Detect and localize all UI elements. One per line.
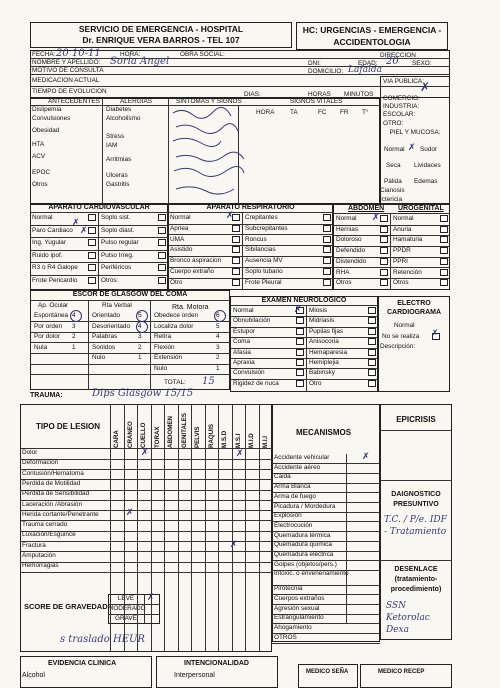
uro-checkbox[interactable]: [440, 269, 448, 276]
domicilio-value: Lafalda: [348, 65, 383, 75]
lesion-row: Laceración /Abrasión: [22, 500, 83, 508]
cardio-item: Ing. Yugular: [32, 239, 66, 246]
row-line: [30, 262, 168, 263]
resp-checkbox[interactable]: [323, 225, 331, 232]
glasgow-motora: Obedece orden: [154, 312, 199, 319]
glasgow-motora: Localiza dolor: [154, 322, 194, 330]
resp-checkbox[interactable]: [323, 246, 331, 253]
row-line: [30, 237, 168, 238]
col-line: [218, 404, 219, 652]
direccion-label: DIRECCION: [380, 52, 416, 59]
cardio-item: Normal: [32, 214, 53, 221]
row-line: [30, 275, 168, 276]
col-line: [164, 404, 165, 652]
neuro-checkbox[interactable]: [368, 380, 376, 387]
resp-checkbox[interactable]: [323, 214, 331, 221]
glasgow-verbal: Palabras: [92, 333, 118, 341]
edad-value: 20: [386, 56, 399, 67]
symptoms-handwriting: [168, 105, 308, 204]
resp-item: Bronco aspiracion: [170, 257, 222, 265]
col-line: [346, 454, 347, 624]
resp-checkbox[interactable]: [323, 279, 331, 286]
abdomen-item: Normal: [336, 215, 357, 222]
cardio-checkbox[interactable]: [158, 264, 166, 271]
abdomen-checkbox[interactable]: [380, 258, 388, 265]
hc-title-1: HC: URGENCIAS - EMERGENCIA -: [302, 25, 442, 35]
abdomen-item: Hernias: [336, 225, 359, 233]
motivo-label: MOTIVO DE CONSULTA: [32, 67, 104, 74]
abdomen-item: Otros: [336, 279, 352, 287]
obra-social-label: OBRA SOCIAL:: [180, 51, 225, 58]
glasgow-ocular: Por dolor: [34, 333, 60, 341]
header-title-1: SERVICIO DE EMERGENCIA - HOSPITAL: [78, 24, 244, 34]
neuro-item: Convulsión: [233, 369, 265, 377]
col-line: [178, 404, 179, 652]
mecanismo-item: Arma Blanca: [274, 483, 311, 491]
neuro-checkbox[interactable]: [368, 369, 376, 376]
neuro-item: Pupilas fijas: [309, 327, 344, 335]
neuro-checkbox[interactable]: [368, 359, 376, 366]
resp-checkbox[interactable]: [232, 246, 240, 253]
lesion-row: Fractura: [22, 541, 46, 549]
glasgow-verbal-score: 2: [138, 343, 142, 351]
nombre-label: NOMBRE Y APELLIDO:: [32, 59, 101, 66]
cardio-item: Pulso Irreg.: [101, 251, 134, 259]
lesion-row: Contusión/Hematoma: [22, 469, 84, 477]
row-line: [30, 225, 168, 226]
medicacion-label: MEDICACION ACTUAL: [32, 77, 100, 84]
uro-item: Anuria: [393, 225, 412, 233]
glasgow-ocular-score: 4: [72, 312, 76, 319]
cardio-item: Periféricos: [101, 264, 132, 271]
cardio-item: Soplo diast.: [101, 226, 135, 234]
neuro-item: Normal: [233, 307, 254, 314]
mecanismo-item: Estrangulamiento: [274, 614, 324, 622]
row-line: [20, 572, 272, 573]
cardio-item: Ruido ipof.: [32, 251, 63, 259]
neuro-item: Afasia: [233, 348, 251, 356]
glasgow-ocular-score: 3: [72, 322, 76, 330]
cardio-item: Paro Cardiaco: [32, 226, 73, 234]
col-line: [124, 404, 125, 652]
glasgow-verbal: Nulo: [92, 354, 106, 362]
check-mark: ✗: [80, 226, 88, 236]
resp-checkbox[interactable]: [232, 236, 240, 243]
resp-checkbox[interactable]: [232, 225, 240, 232]
neuro-checkbox[interactable]: [368, 317, 376, 324]
lesion-row: Trauma cerrado: [22, 521, 68, 529]
abdomen-item: Doloroso: [336, 236, 362, 244]
resp-item: Apnea: [170, 224, 189, 232]
abdomen-checkbox[interactable]: [380, 279, 388, 286]
glasgow-verbal-score: 4: [138, 322, 142, 330]
lesion-col-header: M.I.D: [248, 433, 255, 448]
lesion-col-header: RAQUIS: [207, 423, 215, 448]
glasgow-motora-score: 1: [216, 365, 220, 372]
neuro-item: Midriasis: [309, 317, 335, 325]
check-mark: ✗: [362, 452, 370, 462]
resp-checkbox[interactable]: [232, 279, 240, 286]
glasgow-verbal: Orientado: [92, 312, 121, 319]
lesion-col-header: M.S.D: [221, 430, 228, 448]
glasgow-motora-score: 2: [216, 354, 220, 362]
uro-checkbox[interactable]: [440, 215, 448, 222]
minutos-label: MINUTOS: [344, 91, 374, 98]
cardio-checkbox[interactable]: [158, 277, 166, 284]
mecanismo-item: Explosión: [274, 512, 302, 520]
fecha-value: 20 10-11: [56, 48, 101, 59]
cardio-checkbox[interactable]: [88, 277, 96, 284]
abdomen-item: RHA: [336, 268, 350, 276]
col-line: [191, 404, 192, 652]
glasgow-ocular: Espontánea: [34, 312, 69, 319]
desenlace-value: SSN Ketorolac Dexa: [386, 601, 430, 635]
uro-checkbox[interactable]: [440, 236, 448, 243]
neuro-item: Miosis: [309, 307, 328, 314]
glasgow-motora-score: 3: [216, 343, 220, 351]
neuro-checkbox[interactable]: [296, 359, 304, 366]
lesion-col-header: GENITALES: [180, 413, 188, 448]
abdomen-item: Distendido: [336, 257, 367, 265]
traslado-note: s traslado HEUR: [60, 634, 145, 645]
cardio-checkbox[interactable]: [158, 227, 166, 234]
resp-checkbox[interactable]: [323, 257, 331, 264]
resp-item: UMA: [170, 235, 185, 243]
lesion-row: Perdida de Motilidad: [22, 479, 81, 487]
neuro-item: Hemiplejia: [309, 359, 339, 366]
lesion-col-header: ABDOMEN: [167, 416, 174, 448]
mecanismo-item: Ahogamiento: [274, 623, 312, 631]
resp-item: Frote Pleural: [245, 278, 282, 286]
resp-checkbox[interactable]: [323, 236, 331, 243]
uro-item: Hamaturia: [393, 236, 423, 244]
col-line: [232, 404, 233, 652]
uro-checkbox[interactable]: [440, 279, 448, 286]
trauma-label: TRAUMA:: [30, 392, 63, 399]
row-line: [30, 374, 230, 375]
cardio-item: R3 o R4 Galope: [32, 264, 78, 271]
score-circle: [214, 310, 226, 322]
glasgow-verbal-score: 1: [138, 354, 142, 362]
sexo-label: SEXO:: [412, 60, 432, 67]
glasgow-motora: Extensión: [154, 354, 183, 362]
glasgow-ocular-score: 1: [72, 343, 76, 351]
cardio-checkbox[interactable]: [88, 264, 96, 271]
uro-checkbox[interactable]: [440, 258, 448, 265]
neuro-checkbox[interactable]: [296, 380, 304, 387]
glasgow-motora: Nulo: [154, 365, 168, 372]
resp-item: Soplo tubario: [245, 268, 283, 275]
mecanismo-item: Accidente vehicular: [274, 454, 330, 461]
resp-item: Cuerpo extraño: [170, 268, 215, 275]
resp-checkbox[interactable]: [232, 257, 240, 264]
resp-checkbox[interactable]: [323, 268, 331, 275]
lesion-col-header: CARA: [113, 430, 120, 448]
resp-item: Roncus: [245, 235, 267, 243]
resp-item: Otro: [170, 278, 183, 286]
lesion-row: Dolor: [22, 449, 38, 456]
cardio-item: Otros:: [101, 276, 119, 284]
neuro-checkbox[interactable]: [296, 369, 304, 376]
uro-item: Normal: [393, 215, 414, 222]
dni-label: DNI:: [308, 60, 321, 67]
mecanismo-item: Quemadura química: [274, 541, 332, 549]
cardio-checkbox[interactable]: [158, 252, 166, 259]
score-circle: [70, 310, 82, 322]
row-line: [30, 332, 230, 333]
row-line: [30, 342, 230, 343]
emergency-form: SERVICIO DE EMERGENCIA - HOSPITAL Dr. ENRIQUE VERA BARROS - TEL 107 HC: URGENCIAS - EMERGENCIA - ACCIDENTOLOGIA FECHA: 20 10-11 HORA: OBRA SOCIAL: DIRECCION NOMBRE Y APELLIDO: Soria Angel DNI: EDAD: 20 SEXO: MOTIVO DE CONSULTA DOMICILIO: Lafalda MEDICACION ACTUAL TIEMPO DE EVOLUCION DIAS: HORAS MINUTOS VIA PUBLICA: ✗ COMERCIO: INDUSTRIA: ESCOLAR: OTRO: PIEL Y MUCOSA: Normal Sudor ✗ Seca Lividaces Pálida Edemas Cianosis Ictericia ANTECEDENTES ALERGIAS SINTOMAS Y SIGNOS SIGNOS VITALES HORA TA FC FR T° Dislipemia Convulsiones Obesidad HTA ACV EPOC Otros Diabetes Alcoholismo Stress IAM Arritmias Ulceras Gastritis APARATO CARDIOVASCULAR APARATO RESPIRATORIO ABDOMEN UROGENITAL ESCOR DE GLASGOW DEL COMA Ap. Ocular Rta Verbal Rta. Motora TOTAL: 15 EXAMEN NEUROLOGICO ELECTRO CARDIOGRAMA Normal No se realiza ✗ Descripción: TRAUMA: Dips Glasgow 15/15 TIPO DE LESION MECANISMOS EPICRISIS DAIGNOSTICO PRESUNTIVO T.C. / P/e. IDF - Tratamiento DESENLACE (tratamiento- procedimiento) SSN Ketorolac Dexa SCORE DE GRAVEDAD LEVE MODERADO GRAVE ✗ s traslado HEUR EVIDENCIA CLINICA Alcohol INTENCIONALIDAD Interpersonal MEDICO SEÑA MEDICO RECEP Normal Soplo sist. Paro Cardiaco Soplo diast. Ing. Yugular Pulso regular Ruido ipof. Pulso Irreg. R3 o R4 Galope Periféricos Frote Pericardio Otros: Normal Crepitantes Apnea Subcrepitantes UMA Roncus Asistido Sibilancias Bronco aspiracion Ausencia MV Cuerpo extraño Soplo tubario Otro Frote Pleural Normal Normal Hernias Anuria Doloroso Hamaturia Defendido PPDR Distendido PPRI RHA Retención Otros Otros ✗ ✗ ✗ ✗ Espontánea 4 Orientado 5 Obedece orden 6 Por orden 3 Desorientado 4 Localiza dolor 5 Por dolor 2 Palabras 3 Retira 4 Nula 1 Sonidos 2 Flexión 3 Nulo 1 Extensión 2 Nulo 1 Normal Miosis Obnubilación Midriasis Estupor Pupilas fijas Coma Anisocoria Afasia Hemaparesia Apraxia Hemiplejia Convulsión Babinsky Rigidez de nuca Otro ✗ CARA CRÁNEO CUELLO TORAX ABDOMEN GENITALES PELVIS RAQUIS M.S.D M.S.I M.I.D M.I.I Dolor Deformacion Contusión/Hematoma Perdida de Motilidad Perdida de Sensibilidad Laceración /Abrasión Herida cortante/Penetrante Trauma cerrado Luxación/Esguince Fractura Amputación Hemorragias ✗ ✗ ✗ ✗ Accidente vehicular Accidente aéreo Caida Arma Blanca Arma de fuego Picadura / Mordedura Explosión Electrocución Quemadura térmica Quemadura química Quemadura eléctrica Golpes (objetos/pers.) Intoxic. o envenenamiento Pirotecnia Cuerpos extraños Agresión sexual Estrangulamiento Ahogamiento OTROS ✗: [0, 0, 500, 688]
edad-label: EDAD:: [358, 60, 378, 67]
glasgow-ocular: Por orden: [34, 322, 63, 330]
cardio-checkbox[interactable]: [88, 214, 96, 221]
col-line: [88, 300, 89, 390]
nombre-value: Soria Angel: [110, 56, 170, 67]
neuro-item: Otro: [309, 379, 322, 387]
glasgow-verbal: Sonidos: [92, 343, 116, 351]
row-line: [30, 353, 230, 354]
row-line: [230, 348, 378, 349]
abdomen-checkbox[interactable]: [380, 236, 388, 243]
lesion-col-header: M.I.I: [261, 435, 269, 448]
resp-item: Sibilancias: [245, 246, 276, 254]
lesion-row: Hemorragias: [22, 562, 59, 570]
neuro-checkbox[interactable]: [368, 307, 376, 314]
diagnostico-value: T.C. / P/e. IDF - Tratamiento: [384, 515, 447, 537]
uro-checkbox[interactable]: [440, 226, 448, 233]
uro-checkbox[interactable]: [440, 247, 448, 254]
resp-item: Normal: [170, 214, 191, 221]
cardio-checkbox[interactable]: [158, 239, 166, 246]
lesion-row: Deformacion: [22, 459, 59, 467]
neuro-checkbox[interactable]: [368, 328, 376, 335]
glasgow-ocular-score: 2: [72, 333, 76, 341]
via-publica-mark: ✗: [420, 80, 431, 94]
col-line: [205, 404, 206, 652]
mecanismo-item: Accidente aéreo: [274, 463, 321, 471]
mecanismo-item: Quemadura térmica: [274, 531, 331, 539]
abdomen-checkbox[interactable]: [380, 226, 388, 233]
domicilio-label: DOMICILIO:: [308, 68, 344, 75]
mecanismo-item: Pirotecnia: [274, 585, 303, 593]
glasgow-motora-score: 4: [216, 333, 220, 341]
mecanismo-item: Picadura / Mordedura: [274, 502, 336, 510]
col-line: [137, 404, 138, 652]
mecanismo-item: Intoxic. o envenenamiento: [274, 570, 349, 578]
score-circle: [136, 321, 148, 333]
col-line: [150, 300, 151, 390]
lesion-row: Luxación/Esguince: [22, 531, 76, 539]
cardio-item: Pulso regular: [101, 239, 139, 246]
row-line: [272, 643, 380, 644]
glasgow-ocular: Nula: [34, 343, 48, 351]
abdomen-checkbox[interactable]: [380, 215, 388, 222]
glasgow-verbal-score: 5: [138, 312, 142, 319]
mecanismo-item: Caida: [274, 473, 291, 481]
cardio-checkbox[interactable]: [88, 227, 96, 234]
col-line: [151, 404, 152, 652]
dias-label: DIAS:: [244, 91, 261, 98]
col-line: [110, 404, 111, 652]
neuro-item: Rigidez de nuca: [233, 379, 279, 387]
lesion-col-header: CRÁNEO: [126, 421, 134, 448]
neuro-checkbox[interactable]: [368, 349, 376, 356]
neuro-item: Coma: [233, 338, 251, 346]
check-mark: ✗: [294, 305, 302, 315]
row-line: [230, 337, 378, 338]
row-line: [30, 364, 230, 365]
uro-item: PPRI: [393, 257, 408, 265]
glasgow-motora-score: 6: [216, 312, 220, 319]
lesion-title: TIPO DE LESION: [36, 422, 101, 431]
hora-label: HORA:: [120, 51, 141, 58]
neuro-checkbox[interactable]: [296, 349, 304, 356]
glasgow-verbal: Desorientado: [92, 322, 131, 330]
neuro-checkbox[interactable]: [296, 317, 304, 324]
neuro-checkbox[interactable]: [296, 338, 304, 345]
neuro-checkbox[interactable]: [368, 338, 376, 345]
resp-item: Ausencia MV: [245, 257, 283, 265]
uro-item: PPDR: [393, 247, 411, 255]
mecanismo-item: OTROS: [274, 633, 297, 641]
mecanismo-item: Electrocución: [274, 521, 313, 529]
neuro-item: Anisocoria: [309, 338, 339, 346]
glasgow-verbal-score: 3: [138, 333, 142, 341]
tiempo-label: TIEMPO DE EVOLUCION: [32, 88, 107, 95]
uro-item: Retención: [393, 268, 422, 276]
resp-checkbox[interactable]: [232, 268, 240, 275]
check-mark: ✗: [72, 218, 80, 228]
abdomen-checkbox[interactable]: [380, 269, 388, 276]
neuro-item: Obnubilación: [233, 317, 271, 325]
lesion-mark: ✗: [236, 449, 244, 459]
cardio-checkbox[interactable]: [158, 214, 166, 221]
cardio-checkbox[interactable]: [88, 239, 96, 246]
lesion-row: Amputación: [22, 552, 56, 559]
row-line: [333, 267, 450, 268]
header-title-2: Dr. ENRIQUE VERA BARROS - TEL 107: [82, 35, 240, 45]
mecanismo-item: Cuerpos extraños: [274, 594, 325, 602]
cardio-item: Frote Pericardio: [32, 276, 78, 284]
mecanismo-item: Quemadura eléctrica: [274, 551, 334, 558]
hc-title-2: ACCIDENTOLOGIA: [333, 37, 411, 47]
lesion-mark: ✗: [141, 448, 149, 458]
resp-item: Crepitantes: [245, 214, 278, 221]
glasgow-motora-score: 5: [216, 322, 220, 330]
lesion-col-header: M.S.I: [234, 433, 242, 448]
lesion-col-header: PELVIS: [194, 426, 201, 448]
col-line: [245, 404, 246, 652]
horas-label: HORAS: [308, 91, 331, 98]
trauma-value: Dips Glasgow 15/15: [92, 388, 194, 399]
glasgow-motora: Retira: [154, 333, 172, 341]
row-line: [30, 250, 168, 251]
col-line: [259, 404, 260, 652]
cardio-item: Soplo sist.: [101, 214, 131, 221]
resp-item: Subcrepitantes: [245, 224, 288, 232]
row-line: [20, 551, 272, 552]
neuro-item: Hemaparesia: [309, 348, 348, 356]
glasgow-total-value: 15: [202, 376, 215, 387]
lesion-row: Herida cortante/Penetrante: [22, 510, 99, 518]
abdomen-item: Defendido: [336, 247, 366, 255]
glasgow-motora: Flexión: [154, 343, 175, 351]
resp-item: Asistido: [170, 246, 193, 254]
lesion-col-header: CUELLO: [140, 422, 147, 448]
mecanismo-item: Agresión sexual: [274, 604, 320, 612]
uro-item: Otros: [393, 279, 409, 287]
abdomen-checkbox[interactable]: [380, 247, 388, 254]
lesion-mark: ✗: [230, 540, 238, 550]
neuro-item: Estupor: [233, 327, 256, 335]
lesion-row: Perdida de Sensibilidad: [22, 490, 90, 498]
neuro-item: Babinsky: [309, 369, 335, 377]
neuro-checkbox[interactable]: [296, 328, 304, 335]
lesion-col-header: TORAX: [153, 426, 161, 448]
fecha-label: FECHA:: [32, 51, 56, 58]
check-mark: ✗: [372, 213, 380, 223]
neuro-item: Apraxia: [233, 359, 255, 366]
mecanismo-item: Arma de fuego: [274, 492, 316, 500]
cardio-checkbox[interactable]: [88, 252, 96, 259]
mecanismo-item: Golpes (objetos/pers.): [274, 560, 337, 568]
check-mark: ✗: [226, 211, 234, 221]
lesion-mark: ✗: [126, 508, 134, 518]
